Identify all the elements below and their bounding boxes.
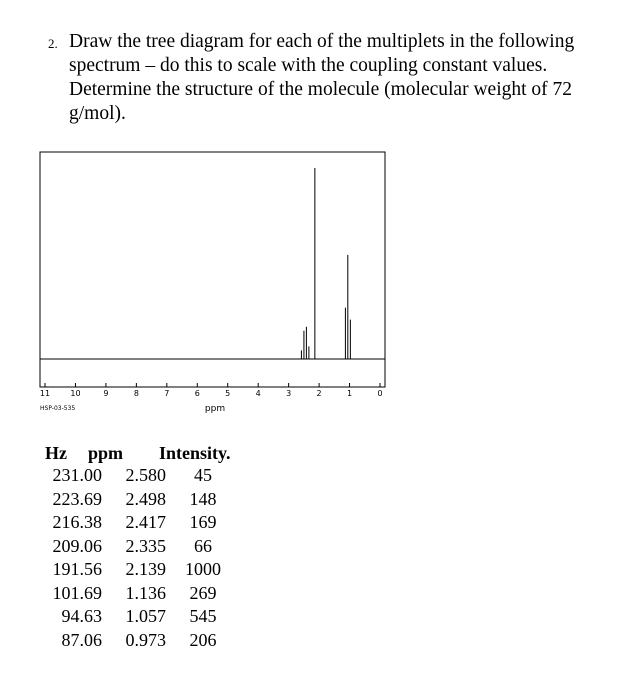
- x-tick-label: 5: [225, 389, 231, 398]
- cell-intensity: 206: [189, 629, 217, 650]
- header-ppm: ppm: [88, 443, 124, 463]
- header-hz: Hz: [45, 443, 67, 463]
- cell-ppm: 2.139: [125, 559, 166, 579]
- cell-hz: 87.06: [61, 629, 102, 650]
- cell-hz: 209.06: [52, 535, 102, 556]
- cell-ppm: 2.498: [125, 488, 166, 509]
- cell-ppm: 2.335: [125, 535, 166, 556]
- sample-id-label: HSP-03-535: [40, 405, 76, 412]
- x-tick-label: 2: [316, 389, 322, 398]
- cell-hz: 191.56: [52, 559, 102, 579]
- cell-ppm: 1.057: [125, 606, 166, 626]
- cell-intensity: 66: [194, 535, 212, 556]
- cell-hz: 101.69: [52, 582, 102, 603]
- x-tick-label: 1: [346, 389, 353, 398]
- cell-ppm: 2.580: [125, 465, 166, 485]
- cell-hz: 231.00: [52, 465, 102, 485]
- cell-intensity: 169: [189, 512, 217, 532]
- cell-intensity: 545: [189, 606, 217, 626]
- x-tick-label: 6: [194, 389, 200, 398]
- header-intensity: Intensity.: [159, 443, 231, 463]
- x-axis-title: ppm: [204, 404, 226, 414]
- plot-frame: [40, 152, 385, 387]
- cell-intensity: 45: [194, 465, 212, 485]
- cell-ppm: 0.973: [125, 629, 166, 650]
- cell-hz: 223.69: [52, 488, 102, 509]
- x-tick-label: 3: [286, 389, 292, 398]
- question-text: Draw the tree diagram for each of the multiplets in the following spectrum – do this to scale with the coupling constant values. Determine the structure of the molecule (molecular weight of 72 g/mol).: [69, 31, 575, 124]
- cell-ppm: 1.136: [125, 582, 166, 603]
- cell-intensity: 1000: [185, 559, 221, 579]
- cell-ppm: 2.417: [125, 512, 166, 532]
- x-tick-label: 9: [103, 389, 109, 398]
- x-tick-label: 8: [133, 389, 139, 398]
- cell-intensity: 148: [189, 488, 217, 509]
- question-number: 2.: [48, 36, 58, 51]
- cell-hz: 94.63: [61, 606, 102, 626]
- x-tick-label: 10: [70, 389, 81, 398]
- cell-hz: 216.38: [52, 512, 102, 532]
- cell-intensity: 269: [189, 582, 217, 603]
- x-tick-label: 11: [39, 389, 51, 398]
- x-tick-label: 0: [377, 389, 383, 398]
- x-tick-label: 4: [255, 389, 261, 398]
- x-tick-label: 7: [164, 389, 170, 398]
